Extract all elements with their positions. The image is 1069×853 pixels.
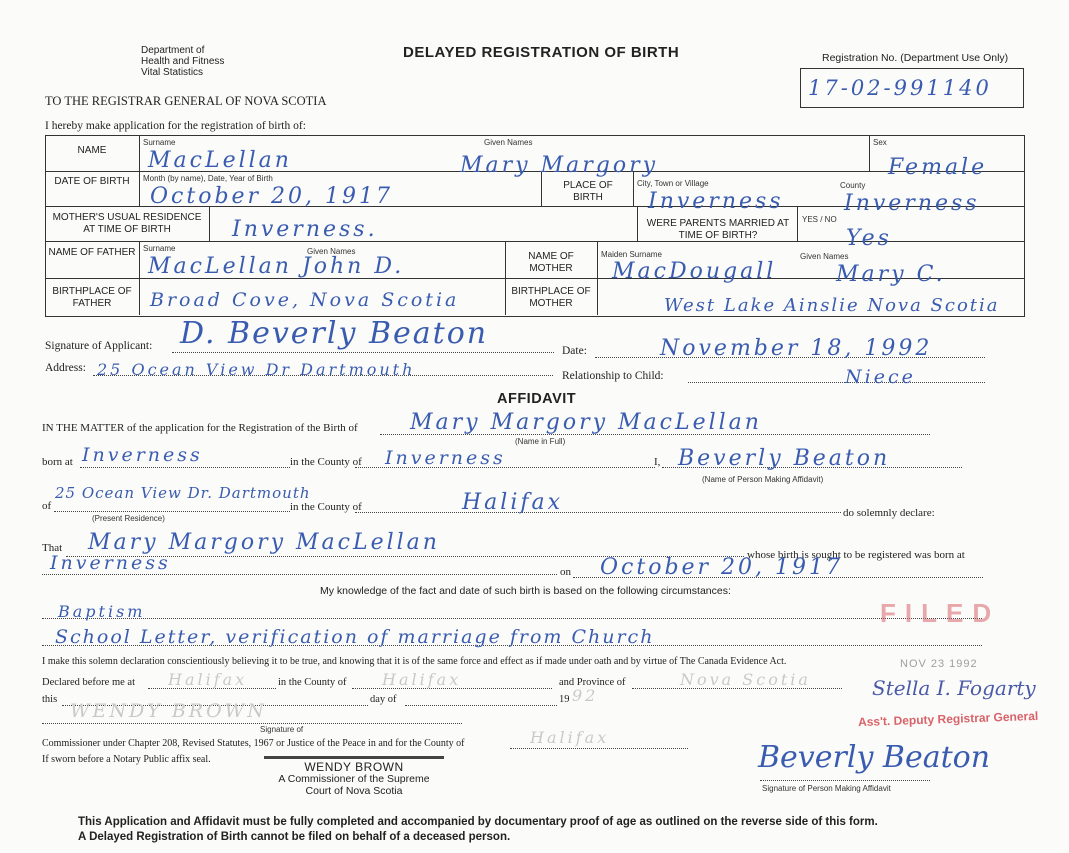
applicant-signature-label: Signature of Applicant: — [45, 340, 153, 352]
mother-given-value: Mary C. — [836, 262, 946, 287]
present-residence-caption: (Present Residence) — [92, 514, 165, 523]
father-name-label: NAME OF FATHER — [48, 247, 136, 258]
res-county-label: in the County of — [290, 501, 362, 513]
solemnly-declare: do solemnly declare: — [843, 507, 935, 519]
footer-line-1: This Application and Affidavit must be fully completed and accompanied by documentary proof of age as outlined on the reverse side of this form. — [78, 816, 878, 828]
maiden-surname-caption: Maiden Surname — [601, 250, 662, 259]
given-names-value: Mary Margory — [460, 153, 659, 178]
on-date-value: October 20, 1917 — [600, 555, 844, 580]
sex-value: Female — [888, 155, 988, 180]
county-caption: County — [840, 181, 866, 190]
matter-text: IN THE MATTER of the application for the Registration of the Birth of — [42, 422, 358, 434]
born-county-label: in the County of — [290, 456, 362, 468]
dob-label: DATE OF BIRTH — [54, 176, 130, 187]
commissioner-signature: WENDY BROWN — [70, 700, 267, 722]
that-label: That — [42, 542, 63, 554]
surname-value: MacLellan — [148, 148, 292, 173]
stamp-line-3: Court of Nova Scotia — [305, 785, 403, 797]
dept-line-3: Vital Statistics — [141, 67, 204, 78]
father-surname-caption: Surname — [143, 244, 176, 253]
department-block — [141, 45, 224, 78]
mother-residence-label: MOTHER'S USUAL RESIDENCE AT TIME OF BIRTH — [52, 212, 202, 235]
declared-label: Declared before me at — [42, 677, 135, 688]
stamp-line-2: A Commissioner of the Supreme — [278, 773, 430, 785]
parents-married-label: WERE PARENTS MARRIED AT TIME OF BIRTH? — [646, 218, 790, 241]
circumstance-2: School Letter, verification of marriage from Church — [55, 626, 655, 648]
person-caption: (Name of Person Making Affidavit) — [702, 475, 824, 484]
relationship-label: Relationship to Child: — [562, 370, 664, 382]
city-value: Inverness — [648, 189, 784, 214]
sex-caption: Sex — [873, 138, 887, 147]
declared-county-label: in the County of — [278, 677, 347, 688]
mother-birthplace-label: BIRTHPLACE OF MOTHER — [511, 286, 591, 309]
application-line: I hereby make application for the registration of birth of: — [45, 120, 306, 132]
applicant-signature: D. Beverly Beaton — [180, 316, 489, 351]
given-names-caption: Given Names — [484, 138, 533, 147]
commissioner-stamp — [264, 756, 444, 797]
born-at-label: born at — [42, 456, 73, 468]
mother-residence-value: Inverness. — [232, 217, 378, 242]
signature-of-caption: Signature of — [260, 725, 304, 734]
registrar-signature: Stella I. Fogarty — [872, 676, 1036, 700]
filed-stamp: FILED — [880, 598, 1001, 628]
commissioner-county-value: Halifax — [530, 728, 610, 747]
year-suffix: 92 — [572, 686, 599, 705]
mother-birthplace-value: West Lake Ainslie Nova Scotia — [664, 295, 1000, 316]
place-of-birth-label: PLACE OF BIRTH — [563, 180, 613, 203]
born-at-value: Inverness — [82, 444, 203, 466]
mother-surname-value: MacDougall — [612, 259, 777, 284]
city-caption: City, Town or Village — [637, 179, 709, 188]
province-label: and Province of — [559, 677, 626, 688]
surname-caption: Surname — [143, 138, 176, 147]
person-signature-caption: Signature of Person Making Affidavit — [762, 784, 891, 793]
relationship-value: Niece — [845, 366, 916, 388]
father-birthplace-label: BIRTHPLACE OF FATHER — [52, 286, 132, 309]
mother-name-label: NAME OF MOTHER — [528, 251, 574, 274]
declared-county-value: Halifax — [382, 670, 462, 689]
res-county-value: Halifax — [462, 490, 564, 515]
filed-date: NOV 23 1992 — [900, 658, 978, 670]
date-label: Date: — [562, 345, 587, 357]
address-value: 25 Ocean View Dr Dartmouth — [97, 360, 416, 379]
born-place-value: Inverness — [50, 552, 171, 574]
this-label: this — [42, 694, 58, 705]
dept-line-2: Health and Fitness — [141, 56, 225, 67]
year-prefix: 19 — [559, 694, 570, 705]
i-label: I, — [654, 456, 661, 468]
name-label: NAME — [77, 145, 107, 156]
father-birthplace-value: Broad Cove, Nova Scotia — [150, 289, 460, 311]
residence-value: 25 Ocean View Dr. Dartmouth — [55, 484, 311, 502]
form-title: DELAYED REGISTRATION OF BIRTH — [403, 44, 680, 61]
of-label: of — [42, 500, 52, 512]
notary-text: If sworn before a Notary Public affix seal. — [42, 754, 211, 765]
affidavit-title: AFFIDAVIT — [497, 391, 577, 407]
person-value: Beverly Beaton — [678, 446, 891, 471]
on-label: on — [560, 566, 571, 578]
dept-line-1: Department of — [141, 45, 205, 56]
day-of-label: day of — [370, 694, 397, 705]
county-value: Inverness — [844, 191, 980, 216]
solemn-declaration: I make this solemn declaration conscientiously believing it to be true, and knowing that it is of the same force and effect as if made under oath and by virtue of The Canada Evidence Act. — [42, 656, 787, 667]
matter-name-value: Mary Margory MacLellan — [410, 410, 762, 435]
registration-number: 17-02-991140 — [808, 76, 992, 100]
born-county-value: Inverness — [385, 447, 506, 469]
mother-given-caption: Given Names — [800, 252, 849, 261]
person-signature: Beverly Beaton — [758, 740, 991, 775]
father-name-value: MacLellan John D. — [148, 254, 405, 279]
province-value: Nova Scotia — [680, 670, 811, 689]
parents-married-value: Yes — [846, 226, 892, 251]
address-label: Address: — [45, 362, 86, 374]
dob-value: October 20, 1917 — [150, 184, 394, 209]
commissioner-text: Commissioner under Chapter 208, Revised Statutes, 1967 or Justice of the Peace in and for the County of — [42, 738, 465, 749]
dob-caption: Month (by name), Date, Year of Birth — [143, 174, 273, 183]
to-registrar: TO THE REGISTRAR GENERAL OF NOVA SCOTIA — [45, 94, 327, 108]
registrar-title: Ass't. Deputy Registrar General — [857, 708, 1039, 730]
knowledge-text: My knowledge of the fact and date of such birth is based on the following circumstances: — [320, 585, 731, 597]
father-given-caption: Given Names — [307, 247, 356, 256]
footer-line-2: A Delayed Registration of Birth cannot be filed on behalf of a deceased person. — [78, 831, 511, 843]
declared-at-value: Halifax — [168, 670, 248, 689]
circumstance-1: Baptism — [58, 602, 146, 621]
whose-birth-text: whose birth is sought to be registered was born at — [747, 549, 965, 561]
that-name-value: Mary Margory MacLellan — [88, 530, 440, 555]
name-in-full-caption: (Name in Full) — [515, 437, 566, 446]
date-value: November 18, 1992 — [660, 336, 933, 361]
registration-label: Registration No. (Department Use Only) — [822, 52, 1009, 64]
yes-no-caption: YES / NO — [802, 215, 837, 224]
stamp-name: WENDY BROWN — [304, 760, 404, 774]
